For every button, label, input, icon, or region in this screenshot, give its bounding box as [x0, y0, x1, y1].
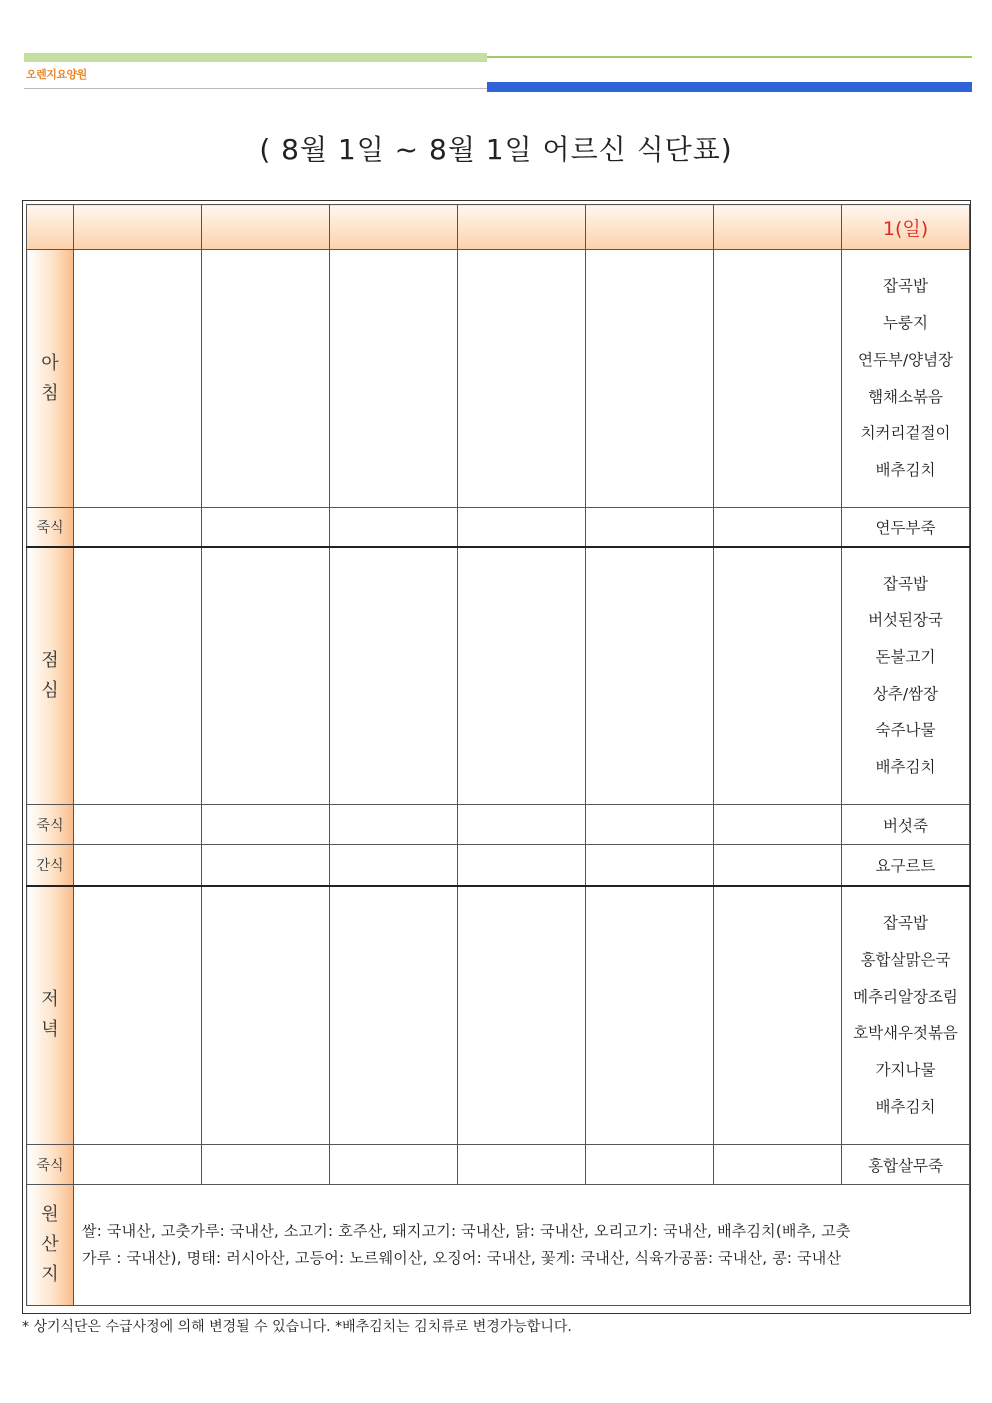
header-blue-bar	[487, 82, 972, 92]
empty-cell	[714, 886, 842, 1145]
breakfast-menu-cell	[842, 250, 970, 508]
dinner-porridge-row	[27, 1145, 970, 1185]
empty-cell	[458, 845, 586, 886]
dish-item: 가지나물	[875, 1060, 936, 1079]
org-logo-text: 오렌지요양원	[26, 68, 87, 81]
empty-cell	[458, 886, 586, 1145]
empty-cell	[330, 547, 458, 805]
dish-item: 홍합살맑은국	[860, 950, 951, 969]
empty-cell	[458, 250, 586, 508]
empty-cell	[458, 805, 586, 845]
empty-cell	[586, 845, 714, 886]
breakfast-porridge-row	[27, 508, 970, 547]
empty-cell	[714, 250, 842, 508]
empty-cell	[586, 886, 714, 1145]
empty-cell	[74, 805, 202, 845]
dish-item: 숙주나물	[875, 721, 936, 740]
day-header-1	[842, 205, 970, 250]
dish-item: 잡곡밥	[883, 914, 928, 933]
dish-item: 연두부/양념장	[857, 350, 954, 369]
empty-cell	[330, 250, 458, 508]
header-row	[27, 205, 970, 250]
breakfast-row	[27, 250, 970, 508]
empty-cell	[202, 845, 330, 886]
origin-row	[27, 1185, 970, 1306]
lunch-porridge: 버섯죽	[842, 805, 970, 845]
snack-row	[27, 845, 970, 886]
dinner-row	[27, 886, 970, 1145]
origin-info	[74, 1185, 970, 1306]
footnote: * 상기식단은 수급사정에 의해 변경될 수 있습니다. *배추김치는 김치류로 변경가능합니다.	[22, 1319, 572, 1335]
empty-cell	[330, 1145, 458, 1185]
breakfast-label-cell	[27, 250, 74, 508]
lunch-label: 점 심	[41, 649, 59, 701]
header-empty-cell	[74, 205, 202, 250]
empty-cell	[330, 845, 458, 886]
header-green-line	[487, 56, 972, 58]
dish-item: 잡곡밥	[883, 574, 928, 593]
dish-item: 돈불고기	[875, 648, 936, 667]
empty-cell	[330, 805, 458, 845]
dish-item: 누룽지	[883, 314, 928, 333]
page-title: ( 8월 1일 ~ 8월 1일 어르신 식단표)	[259, 133, 733, 166]
empty-cell	[74, 547, 202, 805]
empty-cell	[586, 250, 714, 508]
dish-item: 잡곡밥	[883, 277, 928, 296]
dish-item: 배추김치	[875, 758, 936, 777]
empty-cell	[330, 508, 458, 547]
dinner-menu-cell	[842, 886, 970, 1145]
empty-cell	[202, 1145, 330, 1185]
header-empty-cell	[586, 205, 714, 250]
empty-cell	[714, 805, 842, 845]
empty-cell	[458, 508, 586, 547]
origin-text-line: 쌀: 국내산, 고춧가루: 국내산, 소고기: 호주산, 돼지고기: 국내산, 닭: 국내산, 오리고기: 국내산, 배추김치(배추, 고춧	[82, 1222, 851, 1240]
empty-cell	[586, 805, 714, 845]
origin-label-cell	[27, 1185, 74, 1306]
header-corner-cell	[27, 205, 74, 250]
dish-item: 메추리알장조림	[853, 987, 958, 1006]
lunch-porridge-label: 죽식	[27, 805, 74, 845]
menu-grid	[26, 204, 970, 1306]
dinner-label-cell	[27, 886, 74, 1145]
empty-cell	[74, 250, 202, 508]
breakfast-porridge: 연두부죽	[842, 508, 970, 547]
empty-cell	[586, 508, 714, 547]
empty-cell	[74, 886, 202, 1145]
empty-cell	[714, 845, 842, 886]
breakfast-label: 아 침	[41, 352, 59, 404]
lunch-label-cell	[27, 547, 74, 805]
dinner-porridge: 홍합살무죽	[842, 1145, 970, 1185]
empty-cell	[586, 547, 714, 805]
dish-item: 배추김치	[875, 1097, 936, 1116]
dinner-porridge-label: 죽식	[27, 1145, 74, 1185]
dish-item: 버섯된장국	[868, 611, 943, 630]
empty-cell	[458, 1145, 586, 1185]
lunch-porridge-row	[27, 805, 970, 845]
dish-item: 호박새우젓볶음	[853, 1024, 958, 1043]
empty-cell	[714, 547, 842, 805]
lunch-menu-cell	[842, 547, 970, 805]
header-gray-line	[24, 88, 487, 89]
dish-item: 배추김치	[875, 460, 936, 479]
day-label: 1(일)	[882, 217, 929, 240]
header-green-bar	[24, 53, 487, 62]
header-empty-cell	[330, 205, 458, 250]
empty-cell	[202, 508, 330, 547]
empty-cell	[202, 805, 330, 845]
dish-item: 상추/쌈장	[872, 684, 939, 703]
snack: 요구르트	[842, 845, 970, 886]
header-empty-cell	[202, 205, 330, 250]
breakfast-porridge-label: 죽식	[27, 508, 74, 547]
dish-item: 햄채소볶음	[868, 387, 943, 406]
origin-text-line: 가루 : 국내산), 명태: 러시아산, 고등어: 노르웨이산, 오징어: 국내산, 꽃게: 국내산, 식육가공품: 국내산, 콩: 국내산	[82, 1249, 842, 1267]
empty-cell	[586, 1145, 714, 1185]
empty-cell	[202, 547, 330, 805]
lunch-row	[27, 547, 970, 805]
empty-cell	[714, 1145, 842, 1185]
empty-cell	[74, 508, 202, 547]
empty-cell	[74, 1145, 202, 1185]
header-empty-cell	[458, 205, 586, 250]
empty-cell	[330, 886, 458, 1145]
dinner-label: 저 녁	[41, 989, 59, 1041]
menu-table	[22, 200, 971, 1314]
empty-cell	[74, 845, 202, 886]
origin-label: 원 산 지	[41, 1204, 59, 1285]
empty-cell	[458, 547, 586, 805]
header-empty-cell	[714, 205, 842, 250]
empty-cell	[714, 508, 842, 547]
empty-cell	[202, 250, 330, 508]
dish-item: 치커리겉절이	[860, 424, 951, 443]
snack-label: 간식	[27, 845, 74, 886]
empty-cell	[202, 886, 330, 1145]
